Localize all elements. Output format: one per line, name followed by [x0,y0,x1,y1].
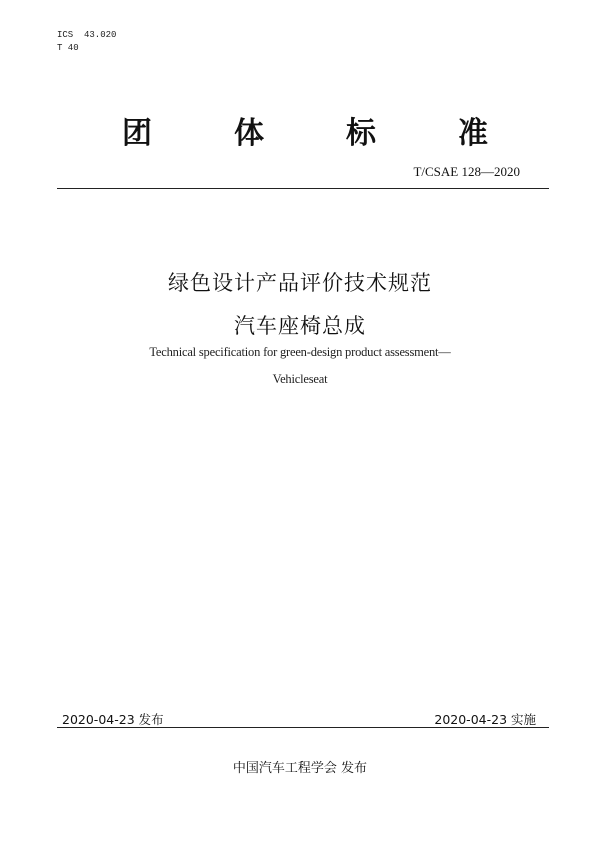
implementation-date: 2020-04-23 实施 [434,712,536,727]
ccs-code: T 40 [57,43,79,53]
standard-type-char: 准 [458,116,488,151]
issue-date: 2020-04-23 发布 [62,712,164,727]
english-title-line-1: Technical specification for green-design product assessment— [149,345,451,359]
standard-number: T/CSAE 128—2020 [413,164,520,179]
top-divider [57,188,549,189]
english-title-line-2: Vehicleseat [272,372,328,386]
chinese-title-line-2: 汽车座椅总成 [234,314,366,338]
standard-type-char: 团 [122,116,152,151]
ics-code: ICS 43.020 [57,30,117,40]
bottom-divider [57,727,549,728]
chinese-title-line-1: 绿色设计产品评价技术规范 [168,271,432,295]
publisher: 中国汽车工程学会 发布 [232,761,368,776]
standard-type-char: 标 [346,116,376,151]
classification-codes [57,29,116,55]
standard-type-char: 体 [234,116,264,151]
standard-type-heading [120,108,490,152]
